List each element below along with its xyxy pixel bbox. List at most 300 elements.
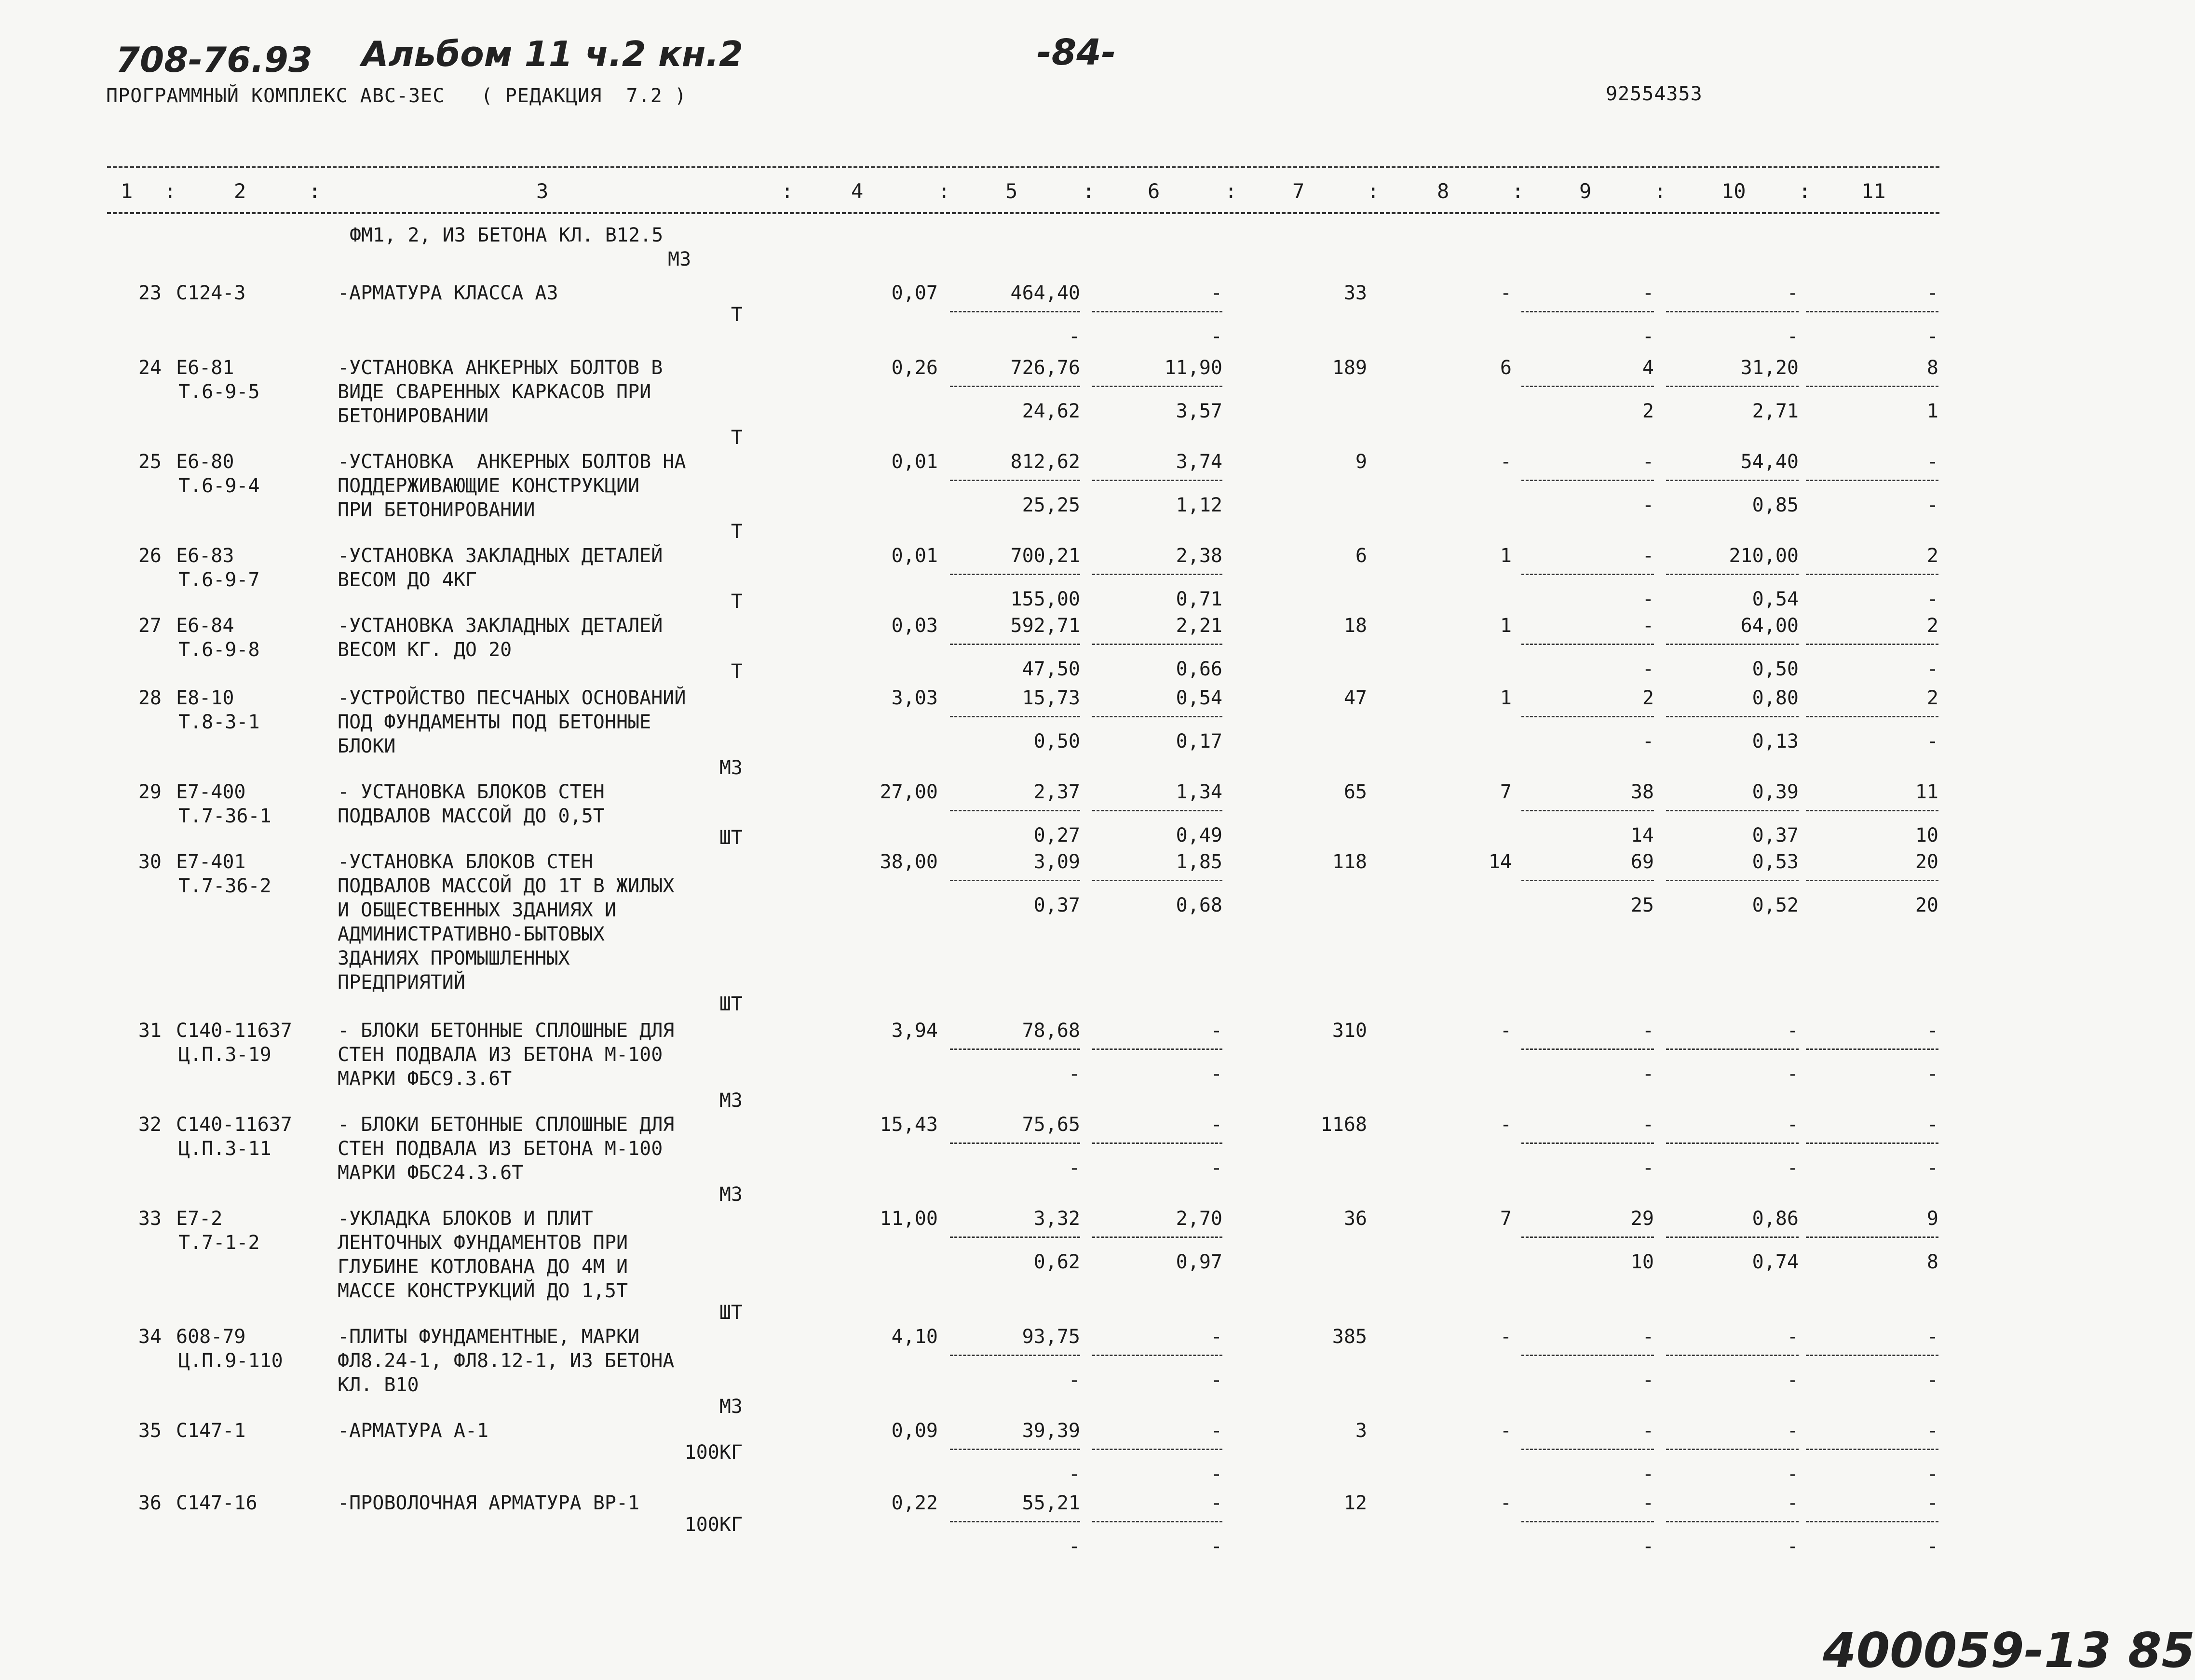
- subtotal-divider: [1806, 880, 1938, 881]
- subtotal-divider: [950, 480, 1080, 481]
- subtotal-divider: [1092, 1521, 1222, 1522]
- program-line: ПРОГРАММНЫЙ КОМПЛЕКС АВС-3ЕС ( РЕДАКЦИЯ 7.2 ): [106, 85, 687, 107]
- row-c9-subvalue: 25: [1630, 894, 1654, 916]
- album-code: 708-76.93: [116, 40, 312, 80]
- row-c6-value: -: [1210, 1420, 1222, 1442]
- row-quantity: 0,22: [891, 1492, 938, 1514]
- row-c5-value: 39,39: [1022, 1420, 1080, 1442]
- row-c11-subvalue: -: [1926, 1063, 1938, 1085]
- subtotal-divider: [1092, 1355, 1222, 1356]
- row-quantity: 0,26: [891, 357, 938, 379]
- row-c9-value: -: [1642, 1020, 1654, 1042]
- row-c11-subvalue: 1: [1926, 400, 1938, 422]
- row-c10-value: -: [1787, 1114, 1799, 1136]
- row-quantity: 0,01: [891, 545, 938, 567]
- column-separator: :: [1367, 179, 1380, 203]
- subtotal-divider: [1666, 716, 1799, 717]
- subtotal-divider: [950, 880, 1080, 881]
- subtotal-divider: [1806, 1142, 1938, 1144]
- subtotal-divider: [950, 1449, 1080, 1450]
- row-c7-value: 3: [1355, 1420, 1367, 1442]
- subtotal-divider: [1521, 810, 1654, 811]
- row-description: -АРМАТУРА КЛАССА А3: [338, 282, 558, 304]
- row-c6-subvalue: 0,68: [1176, 894, 1222, 916]
- row-c10-value: 64,00: [1740, 615, 1799, 637]
- column-separator: :: [1654, 179, 1667, 203]
- column-separator: :: [164, 179, 176, 203]
- row-description: СТЕН ПОДВАЛА ИЗ БЕТОНА М-100: [338, 1138, 663, 1160]
- row-unit: М3: [719, 1396, 743, 1418]
- column-header: 1: [121, 179, 133, 203]
- row-c6-value: -: [1210, 1114, 1222, 1136]
- row-description: ЗДАНИЯХ ПРОМЫШЛЕННЫХ: [338, 947, 570, 969]
- row-c11-subvalue: -: [1926, 1535, 1938, 1558]
- row-c7-value: 36: [1343, 1208, 1367, 1230]
- row-c6-value: 1,34: [1176, 781, 1222, 803]
- row-code: Е7-400: [176, 781, 246, 803]
- row-c8-value: 6: [1500, 357, 1512, 379]
- row-c11-value: 20: [1915, 851, 1938, 873]
- row-description: ПОД ФУНДАМЕНТЫ ПОД БЕТОННЫЕ: [338, 711, 651, 733]
- row-description: И ОБЩЕСТВЕННЫХ ЗДАНИЯХ И: [338, 899, 616, 921]
- row-quantity: 11,00: [880, 1208, 938, 1230]
- row-c11-value: -: [1926, 451, 1938, 473]
- row-c9-value: 4: [1642, 357, 1654, 379]
- row-description: - БЛОКИ БЕТОННЫЕ СПЛОШНЫЕ ДЛЯ: [338, 1020, 675, 1042]
- row-description: -УСТАНОВКА АНКЕРНЫХ БОЛТОВ В: [338, 357, 663, 379]
- subtotal-divider: [1521, 311, 1654, 312]
- row-c11-value: -: [1926, 1114, 1938, 1136]
- row-code: Е7-2: [176, 1208, 223, 1230]
- row-c11-subvalue: -: [1926, 1463, 1938, 1485]
- row-c5-value: 592,71: [1010, 615, 1080, 637]
- row-description: - УСТАНОВКА БЛОКОВ СТЕН: [338, 781, 605, 803]
- row-c11-value: 2: [1926, 545, 1938, 567]
- row-c5-subvalue: 0,27: [1033, 824, 1080, 847]
- subtotal-divider: [1806, 1236, 1938, 1238]
- column-separator: :: [1799, 179, 1811, 203]
- row-c10-value: 0,53: [1752, 851, 1799, 873]
- row-c9-subvalue: -: [1642, 1463, 1654, 1485]
- row-c9-value: -: [1642, 1420, 1654, 1442]
- row-c10-subvalue: -: [1787, 325, 1799, 348]
- subtotal-divider: [1666, 1048, 1799, 1050]
- row-description: КЛ. В10: [338, 1374, 419, 1396]
- row-c11-value: -: [1926, 1492, 1938, 1514]
- row-description: СТЕН ПОДВАЛА ИЗ БЕТОНА М-100: [338, 1044, 663, 1066]
- album-title: Альбом 11 ч.2 кн.2: [362, 34, 743, 74]
- row-c9-subvalue: -: [1642, 730, 1654, 753]
- row-c9-value: -: [1642, 1114, 1654, 1136]
- row-reference: Т.6-9-7: [178, 569, 260, 591]
- row-c8-value: 1: [1500, 687, 1512, 709]
- row-c5-subvalue: -: [1068, 1157, 1080, 1179]
- row-c7-value: 310: [1332, 1020, 1367, 1042]
- row-number: 26: [138, 545, 162, 567]
- row-quantity: 0,07: [891, 282, 938, 304]
- row-quantity: 27,00: [880, 781, 938, 803]
- row-c9-subvalue: -: [1642, 658, 1654, 680]
- row-description: -УСТАНОВКА ЗАКЛАДНЫХ ДЕТАЛЕЙ: [338, 615, 663, 637]
- row-c11-value: 2: [1926, 687, 1938, 709]
- row-description: ЛЕНТОЧНЫХ ФУНДАМЕНТОВ ПРИ: [338, 1232, 628, 1254]
- row-c10-subvalue: 0,37: [1752, 824, 1799, 847]
- row-c11-value: 2: [1926, 615, 1938, 637]
- row-description: ПОДДЕРЖИВАЮЩИЕ КОНСТРУКЦИИ: [338, 475, 640, 497]
- row-unit: ШТ: [719, 827, 743, 849]
- row-c7-value: 1168: [1320, 1114, 1367, 1136]
- row-unit: ШТ: [719, 1302, 743, 1324]
- row-c10-subvalue: -: [1787, 1463, 1799, 1485]
- stamp-code: 400059-13 85: [1823, 1622, 2195, 1679]
- row-c5-subvalue: 0,37: [1033, 894, 1080, 916]
- column-separator: :: [781, 179, 794, 203]
- row-c8-value: -: [1500, 1326, 1512, 1348]
- table-rule-top: [107, 166, 1939, 168]
- subtotal-divider: [950, 1142, 1080, 1144]
- column-separator: :: [1225, 179, 1237, 203]
- row-c9-value: -: [1642, 282, 1654, 304]
- row-description: -УСТАНОВКА БЛОКОВ СТЕН: [338, 851, 593, 873]
- column-header: 10: [1721, 179, 1746, 203]
- row-c8-value: 14: [1488, 851, 1512, 873]
- row-c5-subvalue: -: [1068, 1063, 1080, 1085]
- row-c5-subvalue: 0,62: [1033, 1251, 1080, 1273]
- subtotal-divider: [1806, 1048, 1938, 1050]
- row-c11-subvalue: -: [1926, 1157, 1938, 1179]
- row-c9-subvalue: -: [1642, 588, 1654, 610]
- row-c6-value: 2,21: [1176, 615, 1222, 637]
- row-code: Е6-83: [176, 545, 234, 567]
- subtotal-divider: [1092, 480, 1222, 481]
- subtotal-divider: [1521, 644, 1654, 645]
- row-unit: 100КГ: [684, 1514, 743, 1536]
- column-header: 11: [1861, 179, 1886, 203]
- row-c10-subvalue: 2,71: [1752, 400, 1799, 422]
- row-description: -УСТАНОВКА АНКЕРНЫХ БОЛТОВ НА: [338, 451, 686, 473]
- row-code: С140-11637: [176, 1020, 292, 1042]
- row-c9-subvalue: 14: [1630, 824, 1654, 847]
- subtotal-divider: [950, 716, 1080, 717]
- row-c6-value: -: [1210, 1326, 1222, 1348]
- row-c11-subvalue: -: [1926, 325, 1938, 348]
- row-c6-subvalue: 0,49: [1176, 824, 1222, 847]
- row-c5-value: 3,09: [1033, 851, 1080, 873]
- row-c5-value: 726,76: [1010, 357, 1080, 379]
- column-header: 6: [1148, 179, 1160, 203]
- row-c10-subvalue: 0,50: [1752, 658, 1799, 680]
- row-unit: 100КГ: [684, 1441, 743, 1464]
- row-description: ФЛ8.24-1, ФЛ8.12-1, ИЗ БЕТОНА: [338, 1350, 675, 1372]
- row-code: 608-79: [176, 1326, 246, 1348]
- subtotal-divider: [1666, 1142, 1799, 1144]
- row-c10-subvalue: -: [1787, 1157, 1799, 1179]
- row-reference: Т.6-9-5: [178, 381, 260, 403]
- subtotal-divider: [1521, 716, 1654, 717]
- row-c6-value: 2,38: [1176, 545, 1222, 567]
- row-description: ВИДЕ СВАРЕННЫХ КАРКАСОВ ПРИ: [338, 381, 651, 403]
- row-c6-subvalue: 0,71: [1176, 588, 1222, 610]
- row-unit: М3: [719, 1089, 743, 1112]
- row-c5-value: 812,62: [1010, 451, 1080, 473]
- row-code: С147-1: [176, 1420, 246, 1442]
- row-number: 29: [138, 781, 162, 803]
- row-reference: Т.6-9-8: [178, 639, 260, 661]
- subtotal-divider: [1521, 386, 1654, 387]
- row-description: -ПРОВОЛОЧНАЯ АРМАТУРА ВР-1: [338, 1492, 640, 1514]
- subtotal-divider: [1521, 480, 1654, 481]
- row-reference: Ц.П.3-19: [178, 1044, 271, 1066]
- row-c5-value: 2,37: [1033, 781, 1080, 803]
- column-header: 8: [1437, 179, 1450, 203]
- row-c6-subvalue: 3,57: [1176, 400, 1222, 422]
- row-c9-value: 2: [1642, 687, 1654, 709]
- row-c5-subvalue: -: [1068, 1369, 1080, 1391]
- row-number: 35: [138, 1420, 162, 1442]
- row-description: МАРКИ ФБС9.3.6Т: [338, 1068, 512, 1090]
- subtotal-divider: [1666, 480, 1799, 481]
- row-description: ПРИ БЕТОНИРОВАНИИ: [338, 499, 535, 521]
- row-c6-value: 1,85: [1176, 851, 1222, 873]
- row-c7-value: 118: [1332, 851, 1367, 873]
- row-c8-value: 1: [1500, 545, 1512, 567]
- row-c6-subvalue: 1,12: [1176, 494, 1222, 516]
- row-code: С140-11637: [176, 1114, 292, 1136]
- row-c9-subvalue: -: [1642, 1157, 1654, 1179]
- row-c5-subvalue: 24,62: [1022, 400, 1080, 422]
- row-number: 25: [138, 451, 162, 473]
- row-unit: Т: [731, 660, 743, 683]
- row-c11-value: -: [1926, 282, 1938, 304]
- subtotal-divider: [1521, 1521, 1654, 1522]
- subtotal-divider: [1806, 480, 1938, 481]
- row-c7-value: 12: [1343, 1492, 1367, 1514]
- subtotal-divider: [950, 1355, 1080, 1356]
- row-c6-value: -: [1210, 282, 1222, 304]
- row-number: 27: [138, 615, 162, 637]
- subtotal-divider: [1666, 880, 1799, 881]
- row-c11-value: 8: [1926, 357, 1938, 379]
- row-c11-value: 9: [1926, 1208, 1938, 1230]
- row-c9-subvalue: -: [1642, 1369, 1654, 1391]
- subtotal-divider: [950, 1048, 1080, 1050]
- row-c5-value: 700,21: [1010, 545, 1080, 567]
- row-description: -УСТРОЙСТВО ПЕСЧАНЫХ ОСНОВАНИЙ: [338, 687, 686, 709]
- subtotal-divider: [1521, 1355, 1654, 1356]
- row-quantity: 38,00: [880, 851, 938, 873]
- row-c7-value: 9: [1355, 451, 1367, 473]
- row-c7-value: 33: [1343, 282, 1367, 304]
- row-c9-subvalue: 2: [1642, 400, 1654, 422]
- row-c8-value: -: [1500, 282, 1512, 304]
- row-c8-value: 7: [1500, 1208, 1512, 1230]
- row-c5-subvalue: 0,50: [1033, 730, 1080, 753]
- row-c10-value: 54,40: [1740, 451, 1799, 473]
- subtotal-divider: [950, 574, 1080, 575]
- subtotal-divider: [1521, 574, 1654, 575]
- row-c10-value: -: [1787, 1492, 1799, 1514]
- row-c6-value: 3,74: [1176, 451, 1222, 473]
- row-c5-value: 93,75: [1022, 1326, 1080, 1348]
- row-c11-subvalue: 8: [1926, 1251, 1938, 1273]
- row-c9-subvalue: -: [1642, 1063, 1654, 1085]
- pre-unit: М3: [668, 248, 691, 270]
- row-number: 31: [138, 1020, 162, 1042]
- row-c8-value: 1: [1500, 615, 1512, 637]
- subtotal-divider: [1092, 810, 1222, 811]
- row-code: С147-16: [176, 1492, 257, 1514]
- subtotal-divider: [950, 810, 1080, 811]
- subtotal-divider: [1092, 1449, 1222, 1450]
- row-c9-value: -: [1642, 1492, 1654, 1514]
- row-c10-subvalue: 0,85: [1752, 494, 1799, 516]
- row-description: ГЛУБИНЕ КОТЛОВАНА ДО 4М И: [338, 1256, 628, 1278]
- row-description: ВЕСОМ КГ. ДО 20: [338, 639, 512, 661]
- row-c7-value: 189: [1332, 357, 1367, 379]
- row-c11-subvalue: -: [1926, 1369, 1938, 1391]
- row-unit: Т: [731, 304, 743, 326]
- subtotal-divider: [1092, 644, 1222, 645]
- row-c7-value: 18: [1343, 615, 1367, 637]
- subtotal-divider: [1092, 1236, 1222, 1238]
- subtotal-divider: [1666, 1236, 1799, 1238]
- row-c9-value: -: [1642, 545, 1654, 567]
- row-description: ПОДВАЛОВ МАССОЙ ДО 0,5Т: [338, 805, 605, 827]
- row-c9-subvalue: 10: [1630, 1251, 1654, 1273]
- row-quantity: 4,10: [891, 1326, 938, 1348]
- row-c10-value: -: [1787, 282, 1799, 304]
- row-c8-value: -: [1500, 1420, 1512, 1442]
- row-code: С124-3: [176, 282, 246, 304]
- page-number: -84-: [1037, 32, 1116, 73]
- row-c9-subvalue: -: [1642, 1535, 1654, 1558]
- row-description: - БЛОКИ БЕТОННЫЕ СПЛОШНЫЕ ДЛЯ: [338, 1114, 675, 1136]
- subtotal-divider: [1092, 1048, 1222, 1050]
- row-c8-value: -: [1500, 1114, 1512, 1136]
- row-c8-value: -: [1500, 1020, 1512, 1042]
- row-quantity: 0,01: [891, 451, 938, 473]
- row-c5-value: 15,73: [1022, 687, 1080, 709]
- row-c6-value: 0,54: [1176, 687, 1222, 709]
- subtotal-divider: [1806, 810, 1938, 811]
- row-c10-subvalue: 0,13: [1752, 730, 1799, 753]
- row-unit: Т: [731, 591, 743, 613]
- row-c11-value: -: [1926, 1420, 1938, 1442]
- row-c6-value: 11,90: [1164, 357, 1222, 379]
- row-c5-value: 464,40: [1010, 282, 1080, 304]
- row-description: ПРЕДПРИЯТИЙ: [338, 971, 465, 994]
- row-unit: Т: [731, 427, 743, 449]
- subtotal-divider: [1806, 1449, 1938, 1450]
- subtotal-divider: [1092, 1142, 1222, 1144]
- subtotal-divider: [1521, 1048, 1654, 1050]
- row-c8-value: -: [1500, 1492, 1512, 1514]
- row-unit: М3: [719, 757, 743, 779]
- column-separator: :: [1512, 179, 1524, 203]
- row-description: ПОДВАЛОВ МАССОЙ ДО 1Т В ЖИЛЫХ: [338, 875, 675, 897]
- row-c6-value: -: [1210, 1020, 1222, 1042]
- row-c10-subvalue: -: [1787, 1535, 1799, 1558]
- row-reference: Ц.П.9-110: [178, 1350, 283, 1372]
- row-c10-value: -: [1787, 1020, 1799, 1042]
- row-c6-subvalue: -: [1210, 325, 1222, 348]
- subtotal-divider: [950, 644, 1080, 645]
- subtotal-divider: [1806, 716, 1938, 717]
- subtotal-divider: [1666, 1355, 1799, 1356]
- row-reference: Т.8-3-1: [178, 711, 260, 733]
- subtotal-divider: [1806, 1355, 1938, 1356]
- subtotal-divider: [1092, 311, 1222, 312]
- subtotal-divider: [1666, 574, 1799, 575]
- subtotal-divider: [1092, 574, 1222, 575]
- row-number: 34: [138, 1326, 162, 1348]
- row-description: БЛОКИ: [338, 735, 396, 757]
- row-c8-value: -: [1500, 451, 1512, 473]
- row-c5-subvalue: -: [1068, 1535, 1080, 1558]
- row-c10-subvalue: 0,54: [1752, 588, 1799, 610]
- row-description: МАРКИ ФБС24.3.6Т: [338, 1162, 524, 1184]
- row-quantity: 3,94: [891, 1020, 938, 1042]
- row-c6-subvalue: -: [1210, 1463, 1222, 1485]
- row-description: МАССЕ КОНСТРУКЦИЙ ДО 1,5Т: [338, 1280, 628, 1302]
- row-code: Е7-401: [176, 851, 246, 873]
- row-c7-value: 65: [1343, 781, 1367, 803]
- row-c10-value: 0,80: [1752, 687, 1799, 709]
- row-number: 32: [138, 1114, 162, 1136]
- row-c10-subvalue: 0,52: [1752, 894, 1799, 916]
- column-header: 3: [536, 179, 549, 203]
- column-header: 5: [1005, 179, 1018, 203]
- row-c6-value: -: [1210, 1492, 1222, 1514]
- column-header: 2: [234, 179, 246, 203]
- subtotal-divider: [950, 311, 1080, 312]
- row-description: -УКЛАДКА БЛОКОВ И ПЛИТ: [338, 1208, 593, 1230]
- row-c9-value: 69: [1630, 851, 1654, 873]
- row-c10-value: 31,20: [1740, 357, 1799, 379]
- row-c11-subvalue: -: [1926, 730, 1938, 753]
- row-c9-subvalue: -: [1642, 325, 1654, 348]
- row-description: БЕТОНИРОВАНИИ: [338, 405, 489, 427]
- row-c5-value: 55,21: [1022, 1492, 1080, 1514]
- row-quantity: 15,43: [880, 1114, 938, 1136]
- subtotal-divider: [1666, 1449, 1799, 1450]
- row-c9-subvalue: -: [1642, 494, 1654, 516]
- subtotal-divider: [1806, 644, 1938, 645]
- row-c5-value: 3,32: [1033, 1208, 1080, 1230]
- row-c5-subvalue: -: [1068, 325, 1080, 348]
- column-header: 4: [851, 179, 864, 203]
- row-c6-value: 2,70: [1176, 1208, 1222, 1230]
- row-c9-value: 29: [1630, 1208, 1654, 1230]
- row-c7-value: 6: [1355, 545, 1367, 567]
- row-c10-value: 210,00: [1729, 545, 1799, 567]
- row-c5-value: 78,68: [1022, 1020, 1080, 1042]
- row-c5-subvalue: 25,25: [1022, 494, 1080, 516]
- row-unit: Т: [731, 521, 743, 543]
- row-c5-subvalue: -: [1068, 1463, 1080, 1485]
- subtotal-divider: [1666, 1521, 1799, 1522]
- row-c11-subvalue: -: [1926, 588, 1938, 610]
- row-c9-value: -: [1642, 1326, 1654, 1348]
- row-description: АДМИНИСТРАТИВНО-БЫТОВЫХ: [338, 923, 605, 945]
- row-c9-value: -: [1642, 615, 1654, 637]
- row-number: 28: [138, 687, 162, 709]
- row-number: 36: [138, 1492, 162, 1514]
- subtotal-divider: [1521, 880, 1654, 881]
- row-c11-value: -: [1926, 1020, 1938, 1042]
- row-number: 33: [138, 1208, 162, 1230]
- row-number: 30: [138, 851, 162, 873]
